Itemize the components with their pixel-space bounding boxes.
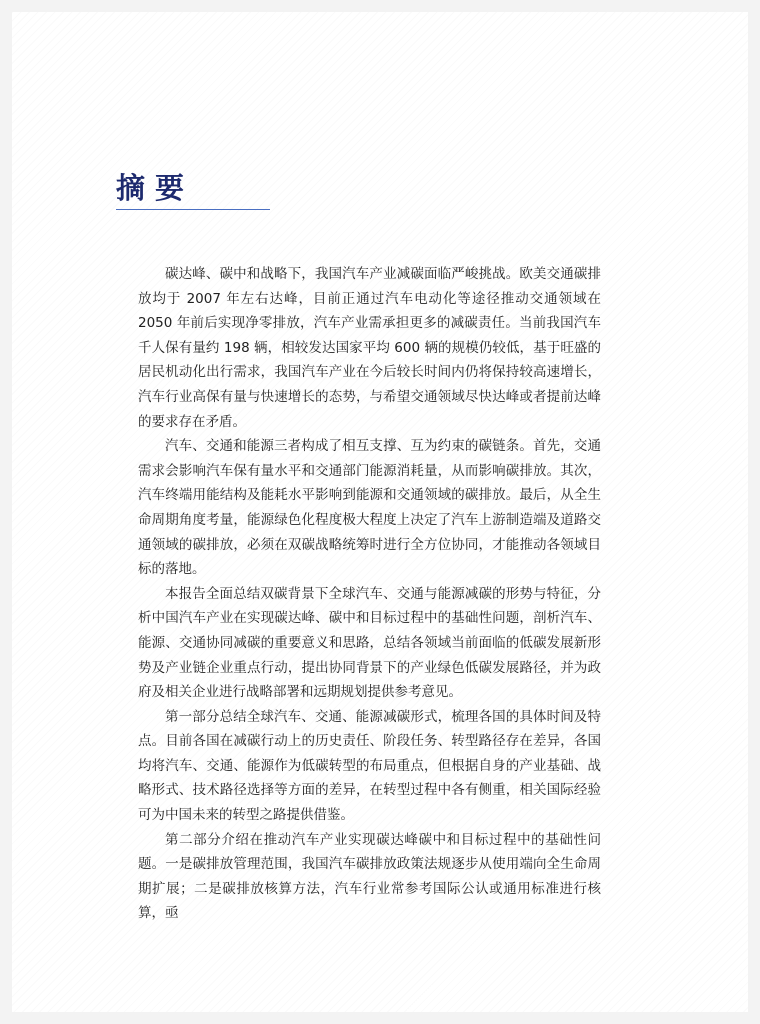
paragraph-3: 本报告全面总结双碳背景下全球汽车、交通与能源减碳的形势与特征，分析中国汽车产业在实现碳达峰、碳中和目标过程中的基础性问题，剖析汽车、能源、交通协同减碳的重要意义和思路，总结各领域当前面临的低碳发展新形势及产业链企业重点行动，提出协同背景下的产业绿色低碳发展路径，并为政府及相关企业进行战略部署和远期规划提供参考意见。 xyxy=(138,585,601,701)
abstract-body xyxy=(138,262,601,926)
title-underline xyxy=(116,209,270,210)
paragraph-2: 汽车、交通和能源三者构成了相互支撑、互为约束的碳链条。首先，交通需求会影响汽车保有量水平和交通部门能源消耗量，从而影响碳排放。其次，汽车终端用能结构及能耗水平影响到能源和交通领域的碳排放。最后，从全生命周期角度考量，能源绿色化程度极大程度上决定了汽车上游制造端及道路交通领域的碳排放，必须在双碳战略统筹时进行全方位协同，才能推动各领域目标的落地。 xyxy=(138,438,601,578)
paragraph-5: 第二部分介绍在推动汽车产业实现碳达峰碳中和目标过程中的基础性问题。一是碳排放管理范围，我国汽车碳排放政策法规逐步从使用端向全生命周期扩展；二是碳排放核算方法，汽车行业常参考国际公认或通用标准进行核算，亟 xyxy=(138,831,601,922)
paragraph-1: 碳达峰、碳中和战略下，我国汽车产业减碳面临严峻挑战。欧美交通碳排放均于 2007 年左右达峰，目前正通过汽车电动化等途径推动交通领域在 2050 年前后实现净零排放，汽车产业需承担更多的减碳责任。当前我国汽车千人保有量约 198 辆，相较发达国家平均 600 辆的规模仍较低，基于旺盛的居民机动化出行需求，我国汽车产业在今后较长时间内仍将保持较高速增长，汽车行业高保有量与快速增长的态势，与希望交通领域尽快达峰或者提前达峰的要求存在矛盾。 xyxy=(138,266,601,430)
page-title: 摘要 xyxy=(116,171,195,205)
paragraph-4: 第一部分总结全球汽车、交通、能源减碳形式，梳理各国的具体时间及特点。目前各国在减碳行动上的历史责任、阶段任务、转型路径存在差异，各国均将汽车、交通、能源作为低碳转型的布局重点，但根据自身的产业基础、战略形式、技术路径选择等方面的差异，在转型过程中各有侧重，相关国际经验可为中国未来的转型之路提供借鉴。 xyxy=(138,708,601,824)
document-page xyxy=(12,12,748,1012)
